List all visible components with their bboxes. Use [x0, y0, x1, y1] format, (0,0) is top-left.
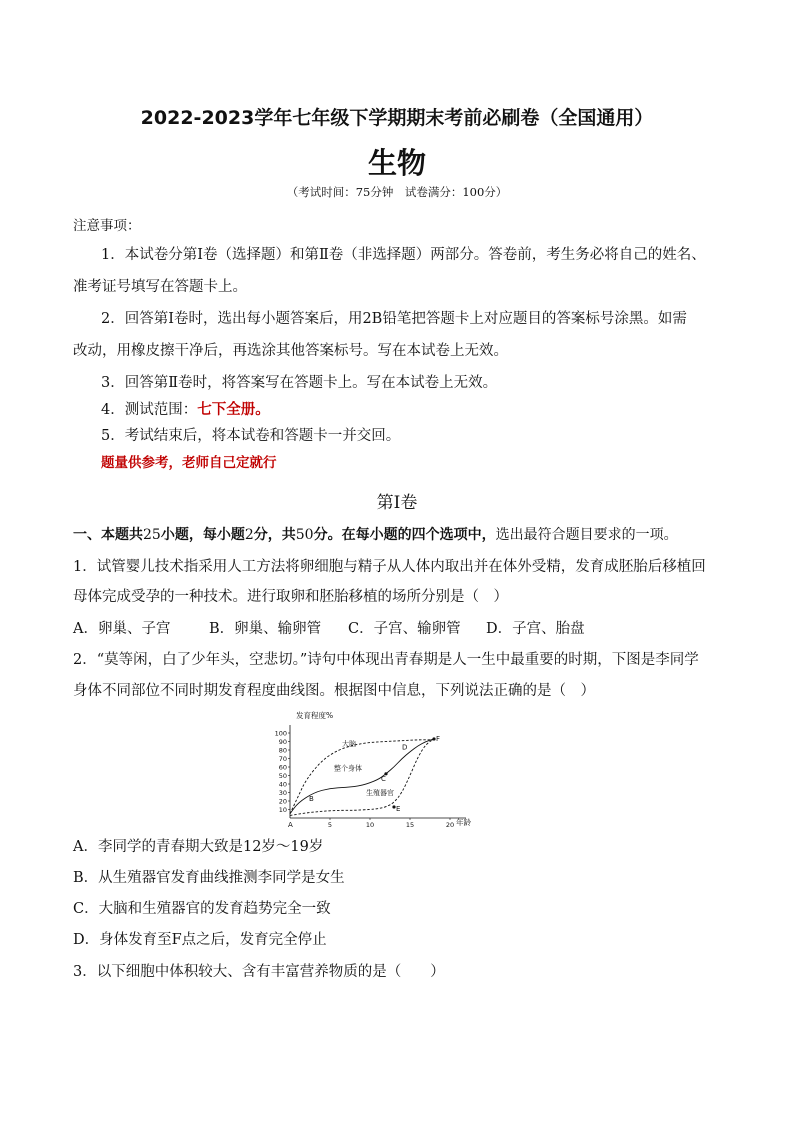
notice-item-2-line-1: 2．回答第Ⅰ卷时，选出每小题答案后，用2B铅笔把答题卡上对应题目的答案标号涂黑。如需 [101, 311, 687, 327]
question-1-line-1: 1．试管婴儿技术指采用人工方法将卵细胞与精子从人体内取出并在体外受精，发育成胚胎后移植回 [73, 559, 706, 575]
point-label: A [288, 821, 293, 829]
x-axis-title: 年龄 [456, 818, 471, 827]
exam-info: （考试时间：75分钟 试卷满分：100分） [286, 185, 508, 199]
y-tick-label: 80 [278, 746, 287, 755]
question-1-option-c: C．子宫、输卵管 [348, 621, 461, 637]
question-2-option-d: D．身体发育至F点之后，发育完全停止 [73, 932, 327, 948]
series-label: 生殖器官 [366, 789, 394, 798]
teacher-note: 题量供参考，老师自己定就行 [101, 455, 277, 471]
point-label: C [381, 774, 386, 783]
question-1-option-d: D．子宫、胎盘 [486, 621, 585, 637]
exam-title: 2022-2023学年七年级下学期期末考前必刷卷（全国通用） [140, 107, 654, 129]
question-2-line-1: 2．“莫等闲，白了少年头，空悲切。”诗句中体现出青春期是人一生中最重要的时期，下图是李同学 [73, 652, 699, 668]
y-tick-label: 50 [278, 772, 287, 780]
x-tick-label: 20 [445, 821, 455, 829]
point-label: B [309, 794, 314, 803]
question-2-option-a: A．李同学的青春期大致是12岁～19岁 [73, 839, 324, 855]
question-1-option-b: B．卵巢、输卵管 [209, 621, 322, 637]
series-label: 大脑 [342, 739, 356, 748]
subject-title: 生物 [367, 146, 426, 180]
y-axis-title: 发育程度% [296, 711, 334, 720]
point-label: E [396, 804, 401, 813]
x-tick-label: 10 [365, 821, 375, 829]
question-2-line-2: 身体不同部位不同时期发育程度曲线图。根据图中信息，下列说法正确的是（ ） [73, 683, 595, 699]
y-tick-label: 10 [278, 806, 287, 814]
question-2-option-c: C．大脑和生殖器官的发育趋势完全一致 [73, 901, 331, 917]
notice-item-3: 3．回答第Ⅱ卷时，将答案写在答题卡上。写在本试卷上无效。 [101, 375, 498, 391]
section-title: 第Ⅰ卷 [376, 493, 418, 513]
question-3-line-1: 3．以下细胞中体积较大、含有丰富营养物质的是（ ） [73, 964, 445, 980]
question-1-option-a: A．卵巢、子宫 [73, 621, 171, 637]
y-tick-label: 90 [278, 738, 287, 746]
y-tick-label: 100 [274, 729, 287, 738]
notice-item-2-line-2: 改动，用橡皮擦干净后，再选涂其他答案标号。写在本试卷上无效。 [73, 343, 508, 359]
y-tick-label: 30 [278, 789, 287, 797]
notice-item-5: 5．考试结束后，将本试卷和答题卡一并交回。 [101, 428, 401, 444]
y-tick-label: 70 [278, 755, 287, 763]
notice-heading: 注意事项： [73, 218, 141, 234]
test-scope: 七下全册。 [197, 401, 270, 418]
x-tick-label: 15 [405, 821, 415, 829]
section-instructions: 一、本题共25小题，每小题2分，共50分。在每小题的四个选项中，选出最符合题目要求的一项。 [73, 527, 678, 543]
question-2-option-b: B．从生殖器官发育曲线推测李同学是女生 [73, 870, 345, 886]
x-tick-label: 5 [327, 821, 333, 829]
y-tick-label: 40 [278, 780, 287, 789]
notice-item-1-line-1: 1．本试卷分第Ⅰ卷（选择题）和第Ⅱ卷（非选择题）两部分。答卷前，考生务必将自己的姓名、 [101, 247, 706, 263]
notice-item-4-prefix: 4．测试范围： [101, 402, 198, 418]
y-tick-label: 60 [278, 763, 287, 772]
notice-item-4 [101, 400, 270, 420]
point-label: F [436, 734, 441, 743]
point-label: D [402, 743, 408, 752]
question-1-line-2: 母体完成受孕的一种技术。进行取卵和胚胎移植的场所分别是（ ） [73, 589, 508, 605]
series-label: 整个身体 [334, 764, 362, 773]
y-tick-label: 20 [278, 797, 287, 806]
notice-item-1-line-2: 准考证号填写在答题卡上。 [73, 279, 247, 295]
development-curve-chart [266, 708, 481, 830]
